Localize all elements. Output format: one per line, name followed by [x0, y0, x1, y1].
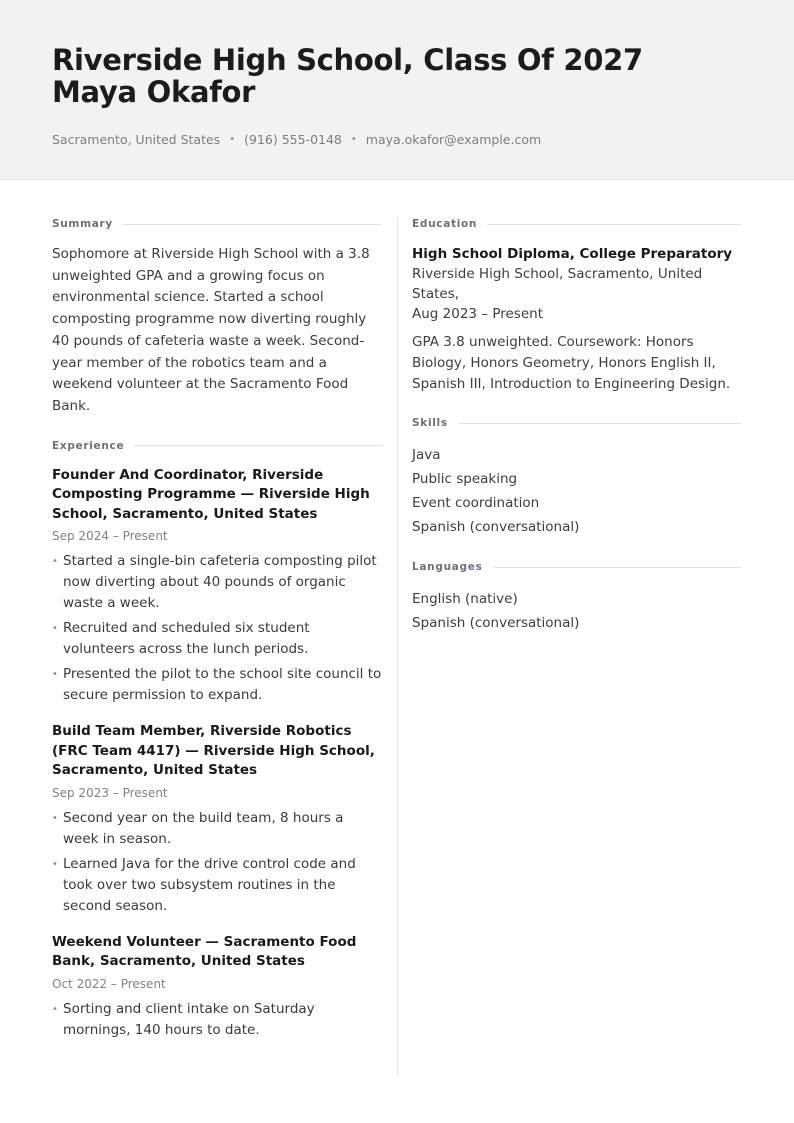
skill-item: Spanish (conversational)	[412, 519, 580, 535]
bullet-icon: •	[52, 669, 58, 681]
education-heading	[412, 218, 742, 230]
experience-heading-label: Experience	[52, 439, 125, 452]
job-bullet-text: Recruited and scheduled six student volunteers across the lunch periods.	[63, 620, 310, 658]
education-date: Aug 2023 – Present	[412, 306, 543, 322]
job-bullets	[52, 808, 382, 917]
left-column	[52, 218, 382, 1057]
skill-item: Java	[412, 447, 441, 463]
section-rule	[134, 445, 382, 446]
bullet-icon: •	[52, 858, 58, 870]
section-rule	[123, 224, 382, 225]
summary-heading-label: Summary	[52, 218, 113, 230]
job-bullet-text: Started a single-bin cafeteria composting pilot now diverting about 40 pounds of organic waste a week.	[63, 553, 377, 612]
resume-body	[0, 180, 794, 1057]
skill-item: Public speaking	[412, 471, 518, 487]
job-date: Sep 2024 – Present	[52, 529, 168, 544]
experience-entry	[52, 722, 382, 917]
job-bullet	[52, 664, 382, 706]
languages-heading	[412, 561, 742, 573]
section-rule	[493, 567, 742, 568]
skills-heading-label: Skills	[412, 417, 448, 429]
skills-heading	[412, 417, 742, 429]
skill-item: Event coordination	[412, 495, 540, 511]
job-bullet-text: Sorting and client intake on Saturday mornings, 140 hours to date.	[63, 1000, 315, 1038]
experience-entry	[52, 466, 382, 707]
bullet-icon: •	[52, 556, 58, 568]
contact-email: maya.okafor@example.com	[365, 132, 542, 147]
contact-location: Sacramento, United States	[52, 132, 221, 147]
language-item: Spanish (conversational)	[412, 615, 580, 631]
job-bullet	[52, 808, 382, 850]
job-title: Founder And Coordinator, Riverside Composting Programme — Riverside High School, Sacramento, United States	[52, 466, 370, 522]
language-item: English (native)	[412, 591, 518, 607]
job-bullets	[52, 999, 382, 1041]
experience-entry	[52, 933, 382, 1041]
job-bullet	[52, 999, 382, 1041]
contact-phone: (916) 555-0148	[244, 132, 342, 147]
summary-heading	[52, 218, 382, 230]
contact-separator: •	[350, 134, 357, 145]
contact-separator: •	[229, 134, 236, 145]
job-date: Sep 2023 – Present	[52, 785, 168, 800]
resume-header	[0, 0, 794, 180]
bullet-icon: •	[52, 1003, 58, 1015]
column-divider	[397, 218, 398, 1075]
job-bullet	[52, 551, 382, 614]
job-bullet	[52, 618, 382, 660]
experience-heading	[52, 440, 382, 452]
skills-list	[412, 443, 742, 539]
job-bullet-text: Learned Java for the drive control code and took over two subsystem routines in the second season.	[63, 855, 356, 914]
job-bullet	[52, 854, 382, 917]
school-name: Riverside High School, Sacramento, United States,	[412, 266, 703, 302]
degree-title: High School Diploma, College Preparatory	[412, 246, 733, 262]
candidate-name: Riverside High School, Class Of 2027 Maya Okafor	[52, 43, 643, 109]
bullet-icon: •	[52, 623, 58, 635]
section-rule	[487, 224, 742, 225]
job-bullet-text: Presented the pilot to the school site council to secure permission to expand.	[63, 666, 382, 704]
right-column	[412, 218, 742, 1057]
education-details: GPA 3.8 unweighted. Coursework: Honors Biology, Honors Geometry, Honors English II, Spanish III, Introduction to Engineering Design.	[412, 334, 731, 392]
contact-line	[52, 132, 742, 147]
job-bullets	[52, 551, 382, 706]
section-rule	[458, 423, 742, 424]
bullet-icon: •	[52, 812, 58, 824]
job-bullet-text: Second year on the build team, 8 hours a week in season.	[63, 809, 344, 847]
languages-heading-label: Languages	[412, 561, 483, 573]
job-title: Build Team Member, Riverside Robotics (FRC Team 4417) — Riverside High School, Sacramento, United States	[52, 723, 375, 779]
summary-text: Sophomore at Riverside High School with a 3.8 unweighted GPA and a growing focus on environmental science. Started a school composting programme now diverting roughly 40 pounds of cafeteria waste a week. Second-year member of the robotics team and a weekend volunteer at the Sacramento Food Bank.	[52, 246, 370, 414]
languages-list	[412, 587, 742, 635]
job-date: Oct 2022 – Present	[52, 976, 166, 991]
job-title: Weekend Volunteer — Sacramento Food Bank, Sacramento, United States	[52, 933, 357, 970]
education-heading-label: Education	[412, 218, 478, 230]
